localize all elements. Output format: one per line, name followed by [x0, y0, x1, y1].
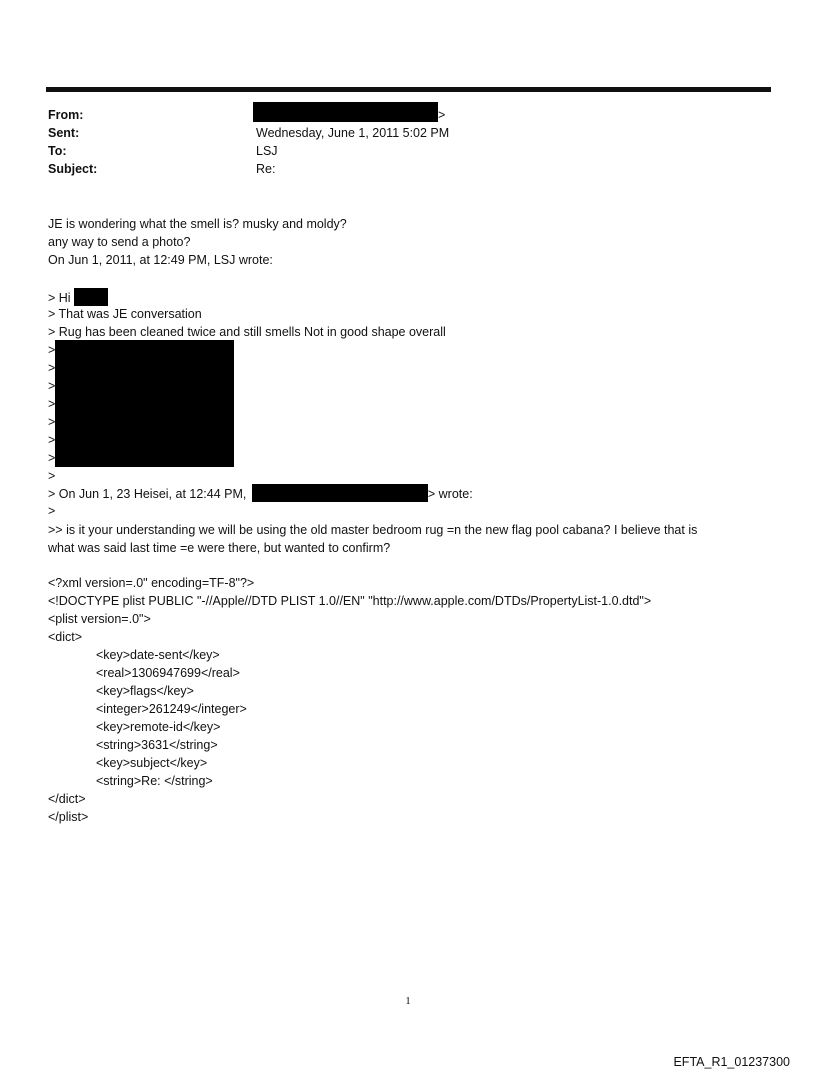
plist-line: </dict>: [48, 792, 86, 806]
quote-marker: >: [48, 379, 56, 393]
plist-line: <key>remote-id</key>: [96, 720, 221, 734]
from-label: From:: [48, 108, 84, 122]
subject-label: Subject:: [48, 162, 98, 176]
quote-marker: >: [48, 343, 56, 357]
from-redaction: [253, 102, 438, 122]
quote-marker: >: [48, 504, 56, 518]
page-number: 1: [405, 995, 411, 1007]
from-value: >: [438, 108, 446, 122]
sent-value: Wednesday, June 1, 2011 5:02 PM: [256, 126, 450, 140]
plist-line: <key>flags</key>: [96, 684, 194, 698]
plist-line: <dict>: [48, 630, 83, 644]
plist-line: <key>date-sent</key>: [96, 648, 220, 662]
plist-line: <real>1306947699</real>: [96, 666, 240, 680]
subject-value: Re:: [256, 162, 276, 176]
body-line: JE is wondering what the smell is? musky and moldy?: [48, 217, 347, 231]
plist-line: </plist>: [48, 810, 89, 824]
plist-line: <?xml version=.0" encoding=TF-8"?>: [48, 576, 255, 590]
plist-line: <integer>261249</integer>: [96, 702, 247, 716]
bates-number: EFTA_R1_01237300: [673, 1055, 790, 1069]
to-label: To:: [48, 144, 67, 158]
plist-line: <string>3631</string>: [96, 738, 218, 752]
sender-redaction: [252, 484, 428, 502]
quoted-on-prefix: > On Jun 1, 23 Heisei, at 12:44 PM,: [48, 487, 247, 501]
body-line: On Jun 1, 2011, at 12:49 PM, LSJ wrote:: [48, 253, 273, 267]
double-quoted-line: >> is it your understanding we will be using the old master bedroom rug =n the new flag pool cabana? I believe that is: [48, 523, 698, 537]
plist-line: <plist version=.0">: [48, 612, 151, 626]
quote-marker: >: [48, 361, 56, 375]
quoted-on-line: [48, 484, 473, 503]
quote-marker: >: [48, 469, 56, 483]
quote-marker: >: [48, 433, 56, 447]
double-quoted-line: what was said last time =e were there, but wanted to confirm?: [48, 541, 391, 555]
name-redaction: [74, 288, 108, 306]
sent-label: Sent:: [48, 126, 80, 140]
quoted-hi-text: > Hi: [48, 291, 71, 305]
block-redaction: [55, 340, 234, 467]
quoted-on-suffix: > wrote:: [427, 487, 473, 501]
quote-marker: >: [48, 397, 56, 411]
quoted-line: > That was JE conversation: [48, 307, 202, 321]
to-value: LSJ: [256, 144, 278, 158]
body-line: any way to send a photo?: [48, 235, 191, 249]
quote-marker: >: [48, 415, 56, 429]
plist-line: <key>subject</key>: [96, 756, 208, 770]
plist-line: <!DOCTYPE plist PUBLIC "-//Apple//DTD PLIST 1.0//EN" "http://www.apple.com/DTDs/PropertyList-1.0.dtd">: [48, 594, 652, 608]
quoted-line: > Rug has been cleaned twice and still smells Not in good shape overall: [48, 325, 446, 339]
header-rule: [46, 87, 771, 92]
quote-marker: >: [48, 451, 56, 465]
plist-line: <string>Re: </string>: [96, 774, 213, 788]
